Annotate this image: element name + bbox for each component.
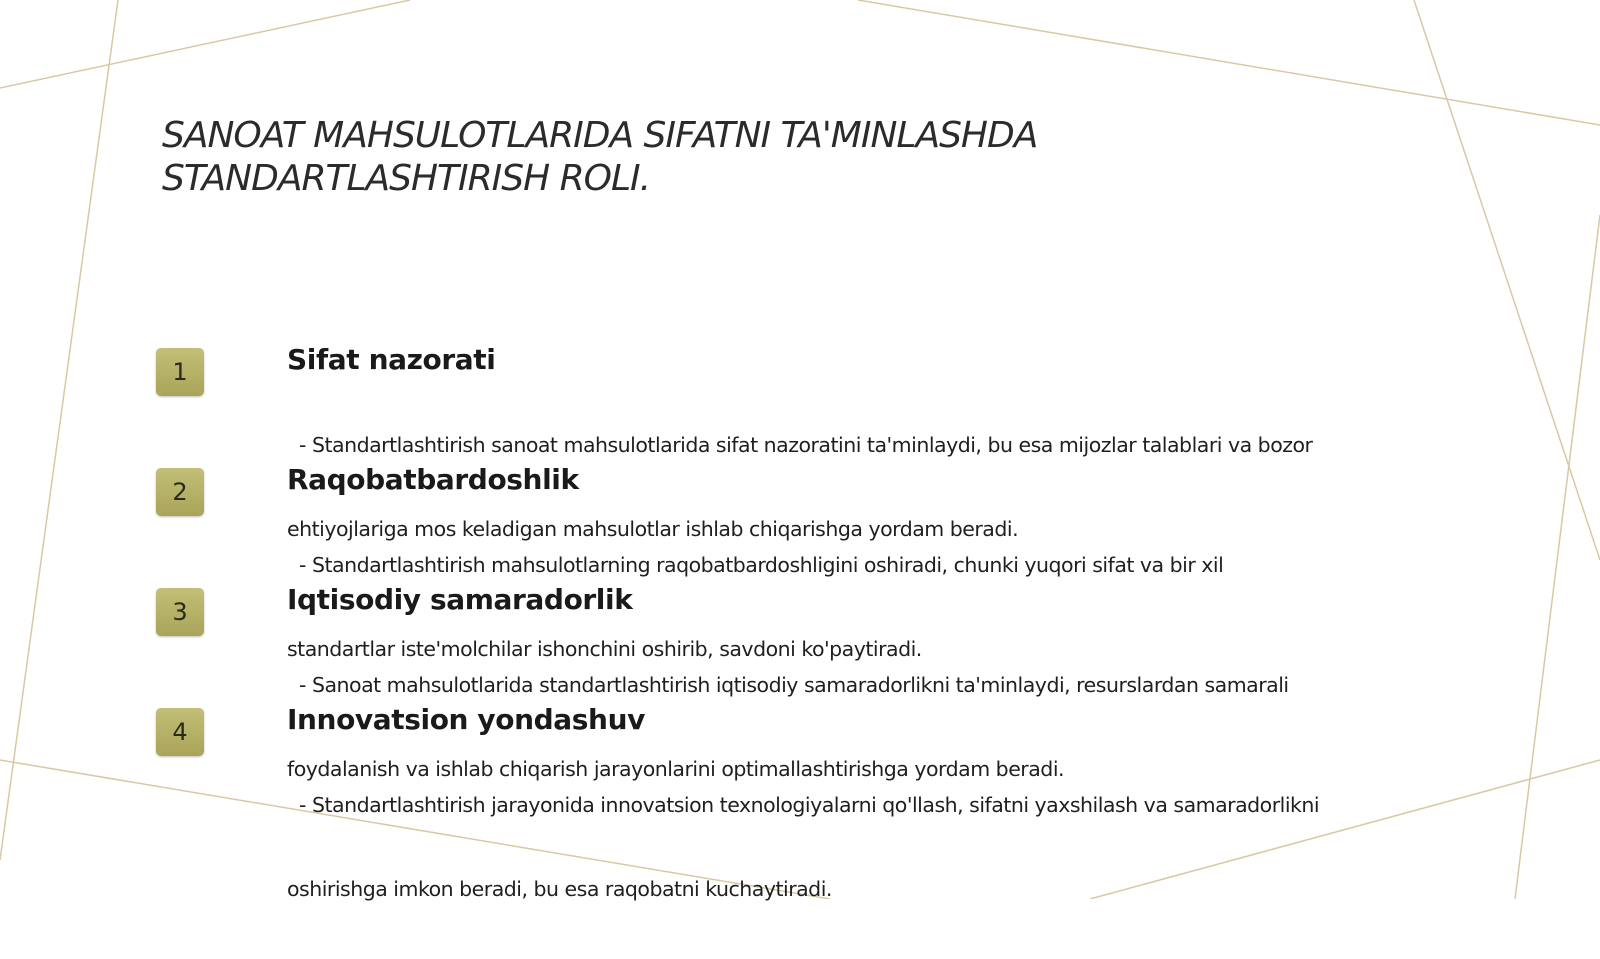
- step-description-line-1: - Sanoat mahsulotlarida standartlashtirish iqtisodiy samaradorlikni ta'minlaydi, resurslardan samarali: [287, 673, 1289, 697]
- slide-title-line-1: SANOAT MAHSULOTLARIDA SIFATNI TA'MINLASHDA: [162, 115, 1038, 156]
- step-number-badge: 1: [156, 348, 204, 396]
- step-heading: Raqobatbardoshlik: [287, 463, 579, 496]
- step-number-badge: 4: [156, 708, 204, 756]
- step-number-badge: 3: [156, 588, 204, 636]
- step-description-line-2: ehtiyojlariga mos keladigan mahsulotlar ishlab chiqarishga yordam beradi.: [287, 517, 1019, 541]
- step-description-line-2: oshirishga imkon beradi, bu esa raqobatni kuchaytiradi.: [287, 877, 832, 901]
- step-heading: Iqtisodiy samaradorlik: [287, 583, 633, 616]
- step-description-line-1: - Standartlashtirish sanoat mahsulotlarida sifat nazoratini ta'minlaydi, bu esa mijozlar talablari va bozor: [287, 433, 1313, 457]
- slide-title-line-2: STANDARTLASHTIRISH ROLI.: [162, 158, 651, 199]
- step-heading: Sifat nazorati: [287, 343, 496, 376]
- step-description-line-2: foydalanish va ishlab chiqarish jarayonlarini optimallashtirishga yordam beradi.: [287, 757, 1065, 781]
- step-number-badge: 2: [156, 468, 204, 516]
- step-text: [287, 703, 1447, 959]
- step-description: [287, 735, 1447, 959]
- step-description-line-1: - Standartlashtirish jarayonida innovatsion texnologiyalarni qo'llash, sifatni yaxshilash va samaradorlikni: [287, 793, 1320, 817]
- step-heading: Innovatsion yondashuv: [287, 703, 645, 736]
- step-description-line-1: - Standartlashtirish mahsulotlarning raqobatbardoshligini oshiradi, chunki yuqori sifat va bir xil: [287, 553, 1224, 577]
- step-description-line-2: standartlar iste'molchilar ishonchini oshirib, savdoni ko'paytiradi.: [287, 637, 922, 661]
